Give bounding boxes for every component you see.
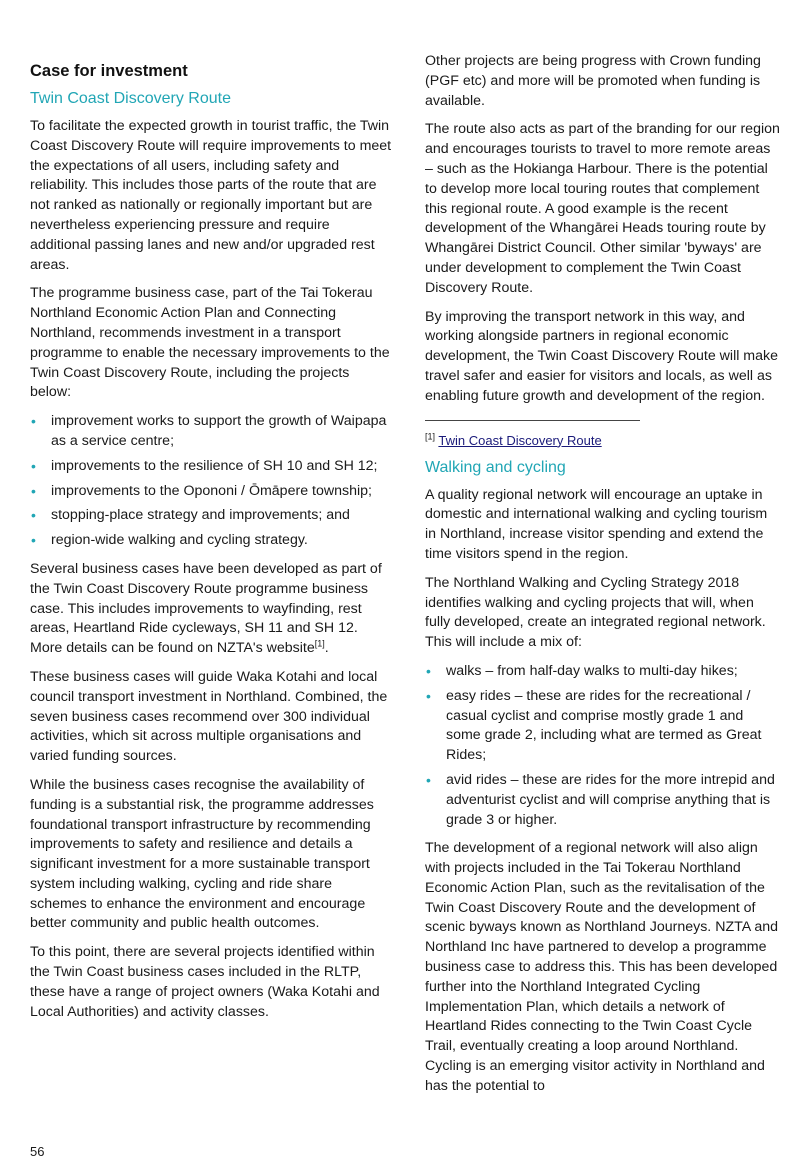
- subheading-twin-coast: Twin Coast Discovery Route: [30, 90, 231, 107]
- list-item: • stopping-place strategy and improvements; and: [30, 506, 392, 526]
- footnote: [425, 432, 781, 450]
- bullet-icon: •: [31, 413, 36, 430]
- list-item: • easy rides – these are rides for the recreational / casual cyclist and comprise mostly grade 1 and some grade 2, including what are termed as Great Rides;: [426, 687, 762, 764]
- paragraph: A quality regional network will encourage an uptake in domestic and international walking and cycling tourism in Northland, increase visitor spending and extend the time visitors spend in the region.: [425, 486, 768, 562]
- right-column: [425, 0, 781, 1106]
- paragraph: The programme business case, part of the Tai Tokerau Northland Economic Action Plan and Connecting Northland, recommends investment in a transport programme to enable the necessary improvements to the Twin Coast Discovery Route, including the projects below:: [30, 285, 390, 401]
- bullet-list: [30, 412, 392, 551]
- bullet-icon: •: [31, 532, 36, 549]
- list-item: • avid rides – these are rides for the more intrepid and adventurist cyclist and will comprise anything that is grade 3 or higher.: [426, 771, 775, 828]
- bullet-icon: •: [426, 662, 431, 679]
- bullet-icon: •: [426, 687, 431, 704]
- paragraph: While the business cases recognise the availability of funding is a substantial risk, the programme addresses foundational transport infrastructure by recommending improvements to safety and resilience and details a significant investment for a more sustainable transport system including walking, cycling and ride share schemes to enhance the environment and encourage better community and public health outcomes.: [30, 776, 374, 932]
- section-heading: Case for investment: [30, 62, 188, 80]
- paragraph: By improving the transport network in this way, and working alongside partners in regional economic development, the Twin Coast Discovery Route will make travel safer and easier for visitors and locals, as well as enabling future growth and development of the region.: [425, 308, 779, 404]
- list-item: • improvements to the resilience of SH 10 and SH 12;: [30, 457, 392, 477]
- list-item: • improvements to the Opononi / Ōmāpere township;: [30, 482, 392, 502]
- paragraph: Several business cases have been developed as part of the Twin Coast Discovery Route programme business case. This includes improvements to wayfinding, rest areas, Heartland Ride cycleways, SH 11 and SH 12. More details can be found on NZTA's website[1].: [30, 560, 382, 657]
- left-column: [30, 0, 392, 1031]
- footnote-divider: [425, 420, 640, 421]
- paragraph: To facilitate the expected growth in tourist traffic, the Twin Coast Discovery Route will require improvements to meet the expectations of all users, including safety and reliability. This includes those parts of the route that are not ranked as nationally or regionally important but are nevertheless experiencing pressure and require additional passing lanes and new and/or upgraded rest areas.: [30, 118, 392, 273]
- paragraph: The route also acts as part of the branding for our region and encourages tourists to travel to more remote areas – such as the Hokianga Harbour. There is the potential to develop more local touring routes that complement this regional route. A good example is the recent development of the Whangārei Heads touring route by Whangārei District Council. Other similar 'byways' are under development to complement the Twin Coast Discovery Route.: [425, 121, 780, 296]
- bullet-icon: •: [426, 771, 431, 788]
- paragraph: Other projects are being progress with Crown funding (PGF etc) and more will be promoted when funding is available.: [425, 53, 761, 109]
- bullet-icon: •: [31, 482, 36, 499]
- footnote-reference[interactable]: [1]: [314, 638, 325, 649]
- page-number: 56: [30, 1144, 45, 1159]
- bullet-icon: •: [31, 457, 36, 474]
- list-item: • region-wide walking and cycling strategy.: [30, 531, 392, 551]
- bullet-list: [425, 662, 781, 830]
- paragraph: To this point, there are several projects identified within the Twin Coast business cases included in the RLTP, these have a range of project owners (Waka Kotahi and Local Authorities) and activity classes.: [30, 944, 380, 1020]
- list-item: • walks – from half-day walks to multi-day hikes;: [425, 662, 781, 682]
- subheading-walking-cycling: Walking and cycling: [425, 458, 566, 476]
- footnote-link[interactable]: Twin Coast Discovery Route: [438, 432, 602, 448]
- bullet-icon: •: [31, 507, 36, 524]
- footnote-marker: [1]: [425, 431, 436, 442]
- list-item: • improvement works to support the growth of Waipapa as a service centre;: [31, 413, 387, 449]
- paragraph: These business cases will guide Waka Kotahi and local council transport investment in Northland. Combined, the seven business cases recommend over 300 individual activities, which sit across multiple organisations and varied funding sources.: [30, 668, 388, 765]
- paragraph: The Northland Walking and Cycling Strategy 2018 identifies walking and cycling projects that will, when fully developed, create an integrated regional network. This will include a mix of:: [425, 574, 766, 651]
- paragraph: The development of a regional network will also align with projects included in the Tai Tokerau Northland Economic Action Plan, such as the revitalisation of the Twin Coast Discovery Route and the development of scenic byways known as Northland Journeys. NZTA and Northland Inc have partnered to develop a programme business case to address this. This has been developed further into the Northland Integrated Cycling Implementation Plan, which details a network of Heartland Rides connecting to the Twin Coast Cycle Trail, eventually creating a loop around Northland. Cycling is an emerging visitor activity in Northland and has the potential to: [425, 840, 779, 1094]
